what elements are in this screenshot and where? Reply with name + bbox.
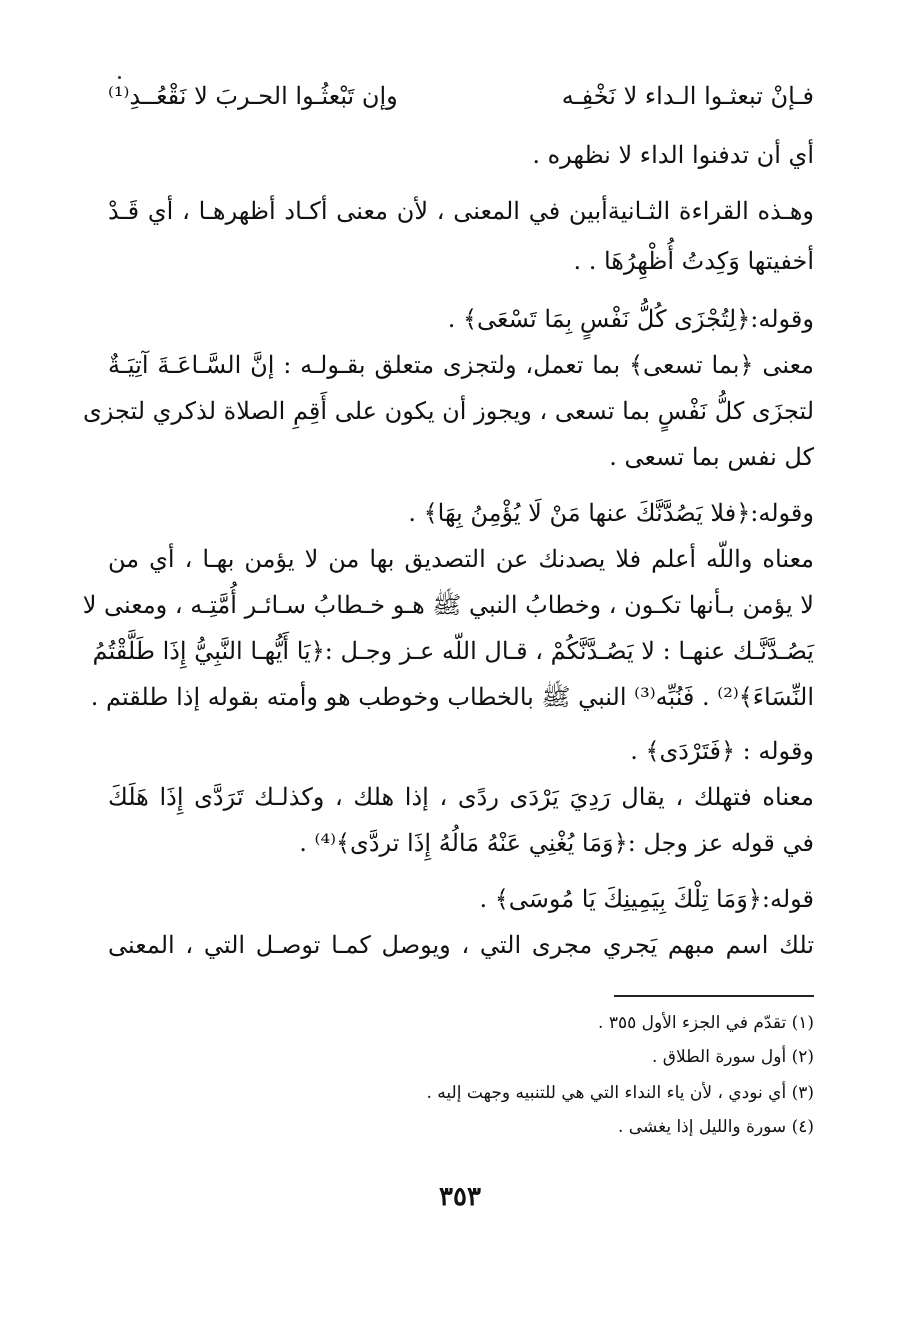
text-line: أخفيتها وَكِدتُ أُظْهِرُهَا . .: [573, 247, 814, 275]
text-line: في قوله عز وجل :﴿وَمَا يُغْنِي عَنْهُ مَالُهُ إِذَا تردَّى﴾⁽⁴⁾ .: [299, 829, 814, 857]
verse-first-hemistich: فـإنْ تبعثـوا الـداء لا نَخْفِـه: [561, 82, 814, 110]
quran-citation-line: وقوله:﴿فلا يَصُدَّنَّكَ عنها مَنْ لَا يُؤْمِنُ بِهَا﴾ .: [408, 499, 814, 527]
text-line: لتجزَى كلُّ نَفْسٍ بما تسعى ، ويجوز أن يكون على أَقِمِ الصلاة لذكري لتجزى: [82, 397, 814, 425]
footnote-2: (٢) أول سورة الطلاق .: [651, 1047, 814, 1067]
verse-second-hemistich: وإن تَبْعثُـوا الحـربَ لا نَقْعُــدِ⁽¹⁾: [108, 82, 398, 110]
text-line: معنى ﴿بما تسعى﴾ بما تعمل، ولتجزى متعلق بقـولـه : إنَّ السَّـاعَـةَ آتِيَـةٌ: [108, 351, 814, 379]
text-line: معناه واللّه أعلم فلا يصدنك عن التصديق بها من لا يؤمن بهـا ، أي من: [108, 545, 814, 573]
text-line: كل نفس بما تسعى .: [609, 443, 814, 471]
quran-citation-line: قوله:﴿وَمَا تِلْكَ بِيَمِينِكَ يَا مُوسَى﴾ .: [479, 885, 814, 913]
text-line: يَصُـدَّنَّـك عنهـا : لا يَصُـدَّنَّكُمْ ، قـال اللّه عـز وجـل :﴿يَا أَيُّهـا النَّبِيُّ إِذَا طَلَّقْتُمُ: [92, 637, 814, 665]
footnote-3: (٣) أي نودي ، لأن ياء النداء التي هي للتنبيه وجهت إليه .: [426, 1083, 814, 1103]
quran-citation-line: وقوله : ﴿فَتَرْدَى﴾ .: [630, 737, 814, 765]
footnote-1: (١) تقدّم في الجزء الأول ٣٥٥ .: [598, 1013, 814, 1033]
text-line: تلك اسم مبهم يَجري مجرى التي ، ويوصل كمـا توصـل التي ، المعنى: [108, 931, 814, 959]
page-number: ٣٥٣: [439, 1182, 481, 1212]
text-line: النِّسَاءَ﴾⁽²⁾ . فَنُبِّه⁽³⁾ النبي ﷺ بالخطاب وخوطب هو وأمته بقوله إذا طلقتم .: [90, 683, 814, 711]
footnote-divider: [614, 995, 814, 997]
text-line: لا يؤمن بـأنها تكـون ، وخطابُ النبي ﷺ هـو خـطابُ سـائـر أُمَّتِـه ، ومعنى لا: [82, 591, 814, 619]
quran-citation-line: وقوله:﴿لِتُجْزَى كُلُّ نَفْسٍ بِمَا تَسْعَى﴾ .: [447, 305, 814, 333]
text-line: وهـذه القراءة الثـانيةأبين في المعنى ، لأن معنى أكـاد أظهرهـا ، أي قَـدْ: [108, 197, 814, 225]
text-line: أي أن تدفنوا الداء لا نظهره .: [532, 141, 814, 169]
footnote-4: (٤) سورة والليل إذا يغشى .: [617, 1117, 814, 1137]
poetry-verse: [108, 78, 814, 114]
text-line: معناه فتهلك ، يقال رَدِيَ يَرْدَى ردًى ، إذا هلك ، وكذلـك تَرَدَّى إِذَا هَلَكَ: [108, 783, 814, 811]
